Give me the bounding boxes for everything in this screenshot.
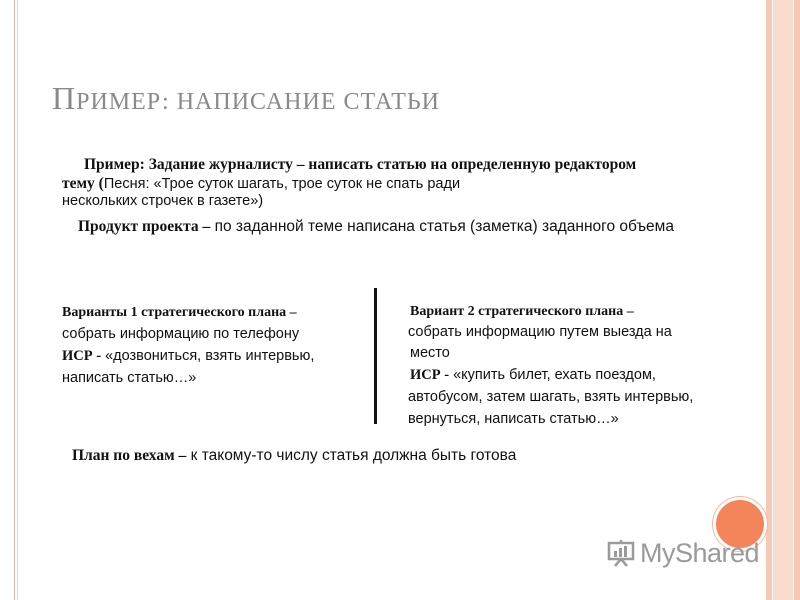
variant1-line-3 [62, 348, 314, 365]
variant1-isr-label: ИСР - [62, 348, 102, 364]
title-first-letter: П [52, 80, 77, 116]
example-line-2-rest: Песня: «Трое суток шагать, трое суток не спать ради [103, 176, 461, 192]
variant2-line-6: вернуться, написать статью…» [408, 411, 619, 427]
product-text: по заданной теме написана статья (заметка) заданного объема [210, 218, 674, 235]
variant2-line-2: собрать информацию путем выезда на [408, 324, 672, 340]
example-line-2 [62, 175, 460, 193]
title-rest-2: : НАПИСАНИЕ СТАТЬИ [162, 89, 440, 115]
presentation-board-icon [606, 538, 636, 568]
title-rest-1: РИМЕР [76, 89, 163, 115]
vertical-divider [374, 288, 377, 424]
product-label: Продукт проекта – [78, 218, 211, 235]
variant2-line-4-text: «купить билет, ехать поездом, [449, 367, 656, 383]
myshared-watermark [606, 536, 759, 570]
variant1-line-3-text: «дозвониться, взять интервью, [101, 348, 315, 364]
variant2-line-4 [410, 367, 656, 384]
variant1-heading: Варианты 1 стратегического плана – [62, 305, 297, 320]
left-border-line [14, 0, 15, 600]
left-border-line-inner [17, 0, 18, 600]
right-band-separator [764, 0, 766, 600]
variant2-isr-label: ИСР - [410, 367, 450, 383]
variant2-heading: Вариант 2 стратегического плана – [410, 304, 634, 319]
product-line [78, 218, 674, 235]
variant2-line-5: автобусом, затем шагать, взять интервью, [408, 389, 694, 405]
variant2-line-3: место [410, 345, 450, 361]
milestones-label: План по вехам – [72, 447, 187, 464]
right-decorative-band-inner [772, 0, 794, 600]
example-line-2-bold: тему ( [62, 175, 104, 192]
example-line-3: нескольких строчек в газете») [62, 193, 264, 209]
slide-title [52, 80, 440, 117]
watermark-text: MyShared [640, 537, 760, 568]
milestones-text: к такому-то числу статья должна быть готова [186, 447, 517, 464]
variant1-line-4: написать статью…» [62, 370, 197, 386]
example-line-1: Пример: Задание журналисту – написать статью на определенную редактором [84, 156, 637, 173]
milestones-line [72, 447, 516, 464]
variant1-line-2: собрать информацию по телефону [62, 326, 300, 342]
